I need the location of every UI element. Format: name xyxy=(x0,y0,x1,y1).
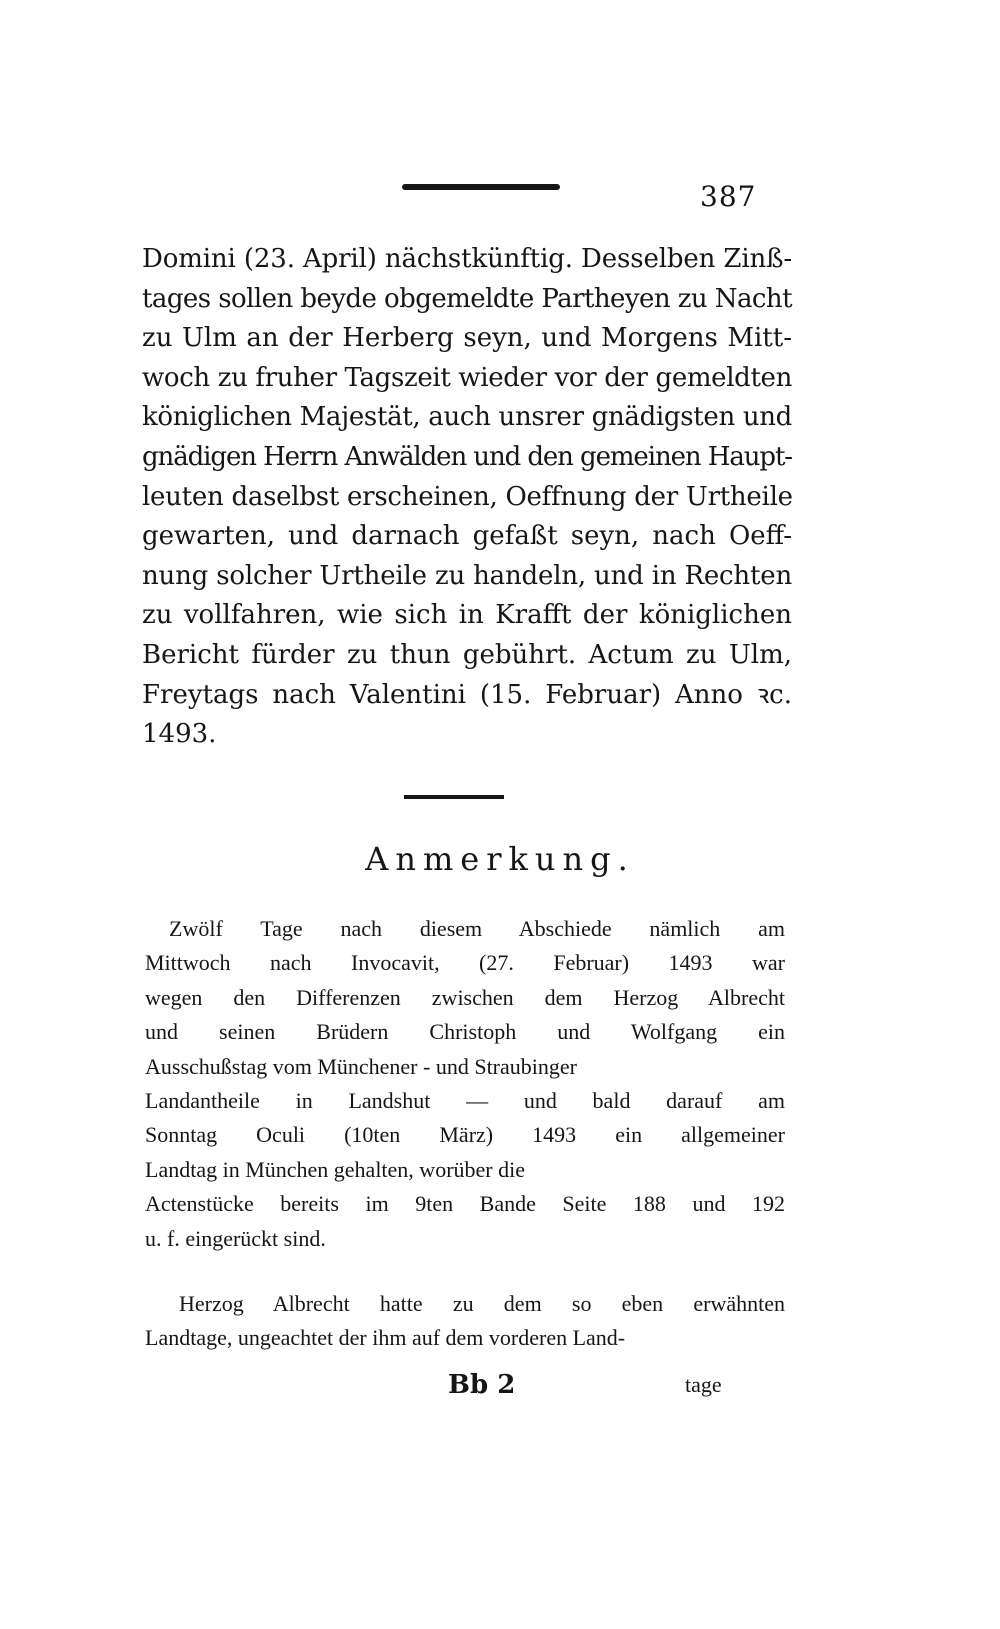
text-line: tages sollen beyde obgemeldte Partheyen zu Nacht xyxy=(142,283,792,314)
catchword: tage xyxy=(685,1372,722,1397)
note-line: Landantheile in Landshut — und bald darauf am xyxy=(145,1088,785,1114)
main-text-block xyxy=(142,240,792,755)
text-line: königlichen Majestät, auch unsrer gnädigsten und xyxy=(142,402,792,433)
note-line: Landtage, ungeachtet der ihm auf dem vorderen Land- xyxy=(145,1325,626,1351)
text-line: Bericht fürder zu thun gebührt. Actum zu Ulm, xyxy=(142,639,792,670)
text-line: zu Ulm an der Herberg seyn, und Morgens Mitt- xyxy=(142,323,792,354)
note-line: und seinen Brüdern Christoph und Wolfgang ein xyxy=(145,1019,785,1045)
text-line: leuten daselbst erscheinen, Oeffnung der Urtheile xyxy=(142,481,793,512)
signature-mark: Bb 2 xyxy=(448,1370,516,1400)
section-divider xyxy=(404,795,504,799)
text-line: 1493. xyxy=(142,719,217,750)
note-line: Ausschußstag vom Münchener - und Straubinger xyxy=(145,1053,577,1079)
text-line: gewarten, und darnach gefaßt seyn, nach Oeff- xyxy=(142,521,792,552)
note-paragraph xyxy=(145,1287,785,1356)
header-rule xyxy=(402,184,560,190)
note-line: Zwölf Tage nach diesem Abschiede nämlich am xyxy=(169,916,785,941)
note-line: Landtag in München gehalten, worüber die xyxy=(145,1156,525,1182)
note-line: Actenstücke bereits im 9ten Bande Seite 188 und 192 xyxy=(145,1191,785,1217)
note-line: wegen den Differenzen zwischen dem Herzog Albrecht xyxy=(145,984,785,1010)
text-line: Freytags nach Valentini (15. Februar) Anno ꝛc. xyxy=(142,679,792,710)
note-line: u. f. eingerückt sind. xyxy=(145,1225,326,1251)
page-number: 387 xyxy=(700,180,757,213)
text-line: nung solcher Urtheile zu handeln, und in Rechten xyxy=(142,560,793,591)
text-line: woch zu fruher Tagszeit wieder vor der gemeldten xyxy=(142,362,792,393)
text-line: Domini (23. April) nächstkünftig. Desselben Zinß- xyxy=(142,244,792,274)
section-heading: Anmerkung. xyxy=(365,840,635,878)
text-line: gnädigen Herrn Anwälden und den gemeinen Haupt- xyxy=(142,441,792,472)
note-paragraph xyxy=(145,912,785,1256)
note-line: Sonntag Oculi (10ten März) 1493 ein allgemeiner xyxy=(145,1122,785,1148)
note-line: Mittwoch nach Invocavit, (27. Februar) 1493 war xyxy=(145,950,785,976)
text-line: zu vollfahren, wie sich in Krafft der königlichen xyxy=(142,600,792,631)
note-line: Herzog Albrecht hatte zu dem so eben erwähnten xyxy=(179,1291,785,1316)
